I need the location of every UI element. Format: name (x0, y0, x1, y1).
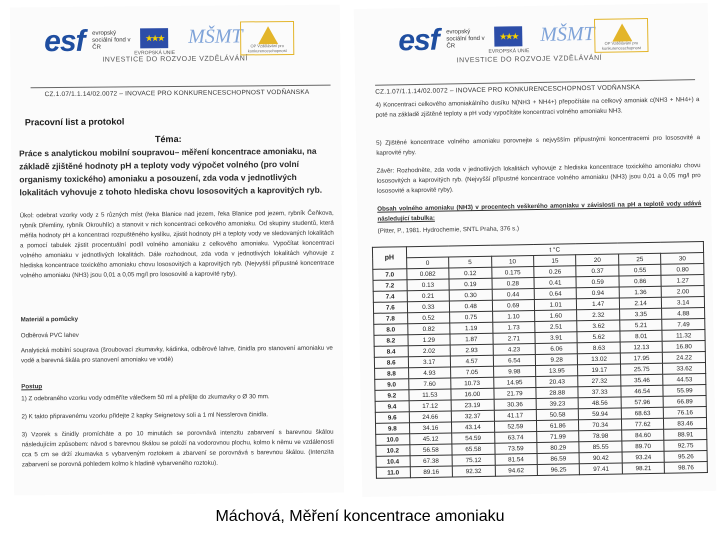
table-cell-ph: 7.8 (374, 313, 408, 325)
table-cell-value: 17.95 (620, 352, 663, 364)
esf-logo: esf (398, 23, 439, 58)
table-cell-value: 89.16 (410, 466, 453, 478)
table-cell-value: 23.19 (451, 399, 494, 411)
table-cell-value: 2.32 (577, 309, 620, 321)
table-cell-value: 66.89 (663, 396, 706, 408)
table-cell-value: 0.59 (576, 276, 619, 288)
table-cell-value: 76.16 (664, 407, 707, 419)
procedure-step-5: 5) Zjištěné koncentrace volného amoniaku porovnejte s nejvyšším přípustnými koncentracemi pro lososovité a kaprovité ryby. (376, 134, 701, 157)
table-cell-value: 7.49 (662, 319, 705, 331)
table-cell-value: 12.13 (620, 341, 663, 353)
table-cell-value: 48.56 (579, 397, 622, 409)
table-cell-value: 25.75 (620, 363, 663, 375)
table-cell-value: 65.58 (452, 443, 495, 455)
table-cell-value: 92.32 (452, 465, 495, 477)
table-cell-value: 11.53 (409, 389, 452, 401)
table-cell-value: 27.32 (578, 375, 621, 387)
table-cell-value: 97.41 (580, 463, 623, 475)
procedure-step-2: 2) K takto připravenému vzorku přidejte 2 kapky Seignetovy soli a 1 ml Nesslerova činidla. (21, 411, 269, 421)
table-cell-value: 44.53 (663, 374, 706, 386)
table-cell-value: 0.75 (450, 311, 493, 323)
table-cell-value: 67.38 (410, 455, 453, 467)
table-cell-value: 32.37 (451, 410, 494, 422)
table-cell-value: 93.24 (622, 451, 665, 463)
opvk-logo (594, 18, 649, 53)
table-cell-value: 55.99 (663, 385, 706, 397)
materials-line-1: Odběrová PVC lahev (20, 331, 79, 340)
table-cell-ph: 10.4 (376, 456, 410, 468)
table-cell-value: 34.16 (409, 422, 452, 434)
table-cell-value: 2.02 (408, 345, 451, 357)
table-title: Obsah volného amoniaku (NH3) v procentech veškerého amoniaku v závislosti na pH a teplotě vody udává následující tabulka: (377, 200, 702, 223)
table-cell-value: 13.02 (578, 353, 621, 365)
table-cell-value: 16.80 (663, 341, 706, 353)
table-cell-value: 37.33 (578, 386, 621, 398)
table-cell-value: 90.42 (580, 452, 623, 464)
table-cell-value: 19.17 (578, 364, 621, 376)
table-header-temp-0: 0 (406, 257, 449, 269)
table-cell-value: 2.71 (492, 333, 535, 345)
materials-line-2: Analytická mobilní souprava (šroubovací zkumavky, kádinka, odběrové lahve, činidla pro stanovení amoniaku ve vodě a barevná škála pro stanovení amoniaku ve vodě) (20, 344, 333, 365)
table-source: (Pitter, P., 1981. Hydrochemie, SNTL Praha, 376 s.) (377, 225, 520, 235)
procedure-step-4: 4) Koncentraci celkového amoniakálního dusíku N(NH3 + NH4+) přepočítáte na celkový amoniak c(NH3 + NH4+) a poté na základě zjištěné teploty a pH vody vypočítáte koncentraci volného amoniaku NH3. (375, 96, 700, 119)
table-cell-value: 0.082 (406, 268, 449, 280)
investment-tagline: INVESTICE DO ROZVOJE VZDĚLÁVÁNÍ (456, 54, 603, 65)
table-cell-value: 3.17 (408, 356, 451, 368)
table-cell-value: 1.60 (535, 310, 578, 322)
table-header-temp-1: 5 (449, 256, 492, 268)
table-cell-value: 94.62 (495, 464, 538, 476)
logo-bar-right (354, 3, 709, 67)
table-cell-value: 0.80 (661, 264, 704, 276)
table-cell-ph: 9.6 (375, 412, 409, 424)
table-cell-value: 83.46 (664, 418, 707, 430)
table-cell-value: 30.36 (494, 399, 537, 411)
opvk-triangle-icon (258, 26, 278, 44)
table-cell-ph: 11.0 (376, 467, 410, 479)
procedure-heading: Postup (21, 383, 43, 391)
eu-flag-subtitle: EVROPSKÁ UNIE (488, 48, 530, 55)
table-cell-value: 1.01 (534, 299, 577, 311)
table-cell-value: 77.62 (621, 418, 664, 430)
table-cell-value: 0.52 (407, 312, 450, 324)
table-body (373, 264, 708, 479)
header-divider (31, 85, 331, 89)
eu-flag-icon: ★★★ (494, 26, 522, 46)
table-cell-value: 14.95 (493, 377, 536, 389)
table-header-temperature: t °C (406, 242, 704, 258)
table-cell-value: 98.21 (622, 462, 665, 474)
project-header: CZ.1.07/1.1.14/02.0072 – INOVACE PRO KONKURENCESCHOPNOST VODŇANSKA (44, 88, 310, 99)
table-cell-value: 78.98 (579, 430, 622, 442)
table-cell-value: 86.59 (537, 453, 580, 465)
table-cell-value: 0.69 (492, 300, 535, 312)
table-cell-value: 0.64 (534, 288, 577, 300)
table-cell-ph: 8.0 (374, 324, 408, 336)
table-cell-value: 6.06 (535, 343, 578, 355)
table-cell-value: 4.88 (662, 308, 705, 320)
procedure-step-1: 1) Z odebraného vzorku vody odměříte válečkem 50 ml a přelijte do zkumavky o Ø 30 mm. (21, 393, 270, 403)
table-cell-value: 17.12 (409, 400, 452, 412)
header-divider (375, 79, 695, 86)
table-cell-value: 0.33 (407, 301, 450, 313)
table-cell-value: 68.63 (621, 407, 664, 419)
table-cell-ph: 10.2 (376, 445, 410, 457)
table-cell-value: 0.28 (492, 278, 535, 290)
table-cell-value: 81.54 (495, 453, 538, 465)
tema-label: Téma: (154, 133, 182, 145)
table-cell-ph: 9.2 (375, 390, 409, 402)
table-cell-value: 39.23 (536, 398, 579, 410)
table-cell-value: 4.93 (408, 367, 451, 379)
table-cell-value: 71.99 (537, 431, 580, 443)
table-cell-value: 96.25 (537, 464, 580, 476)
table-cell-ph: 8.4 (374, 346, 408, 358)
investment-tagline: INVESTICE DO ROZVOJE VZDĚLÁVÁNÍ (102, 55, 248, 64)
table-cell-value: 3.35 (619, 308, 662, 320)
table-cell-value: 28.88 (536, 387, 579, 399)
table-cell-value: 0.19 (449, 278, 492, 290)
table-cell-value: 0.44 (492, 289, 535, 301)
procedure-step-3: 3) Vzorek s činidly promícháte a po 10 minutách se porovnává intenzitu zabarvení s barevnou škálou následujícím způsobem: návod s barevnou škálou se položí na vodorovnou plochu, kolmo k němu ve vzdálenosti cca 5 cm se drží zkumavka s vybarveným roztokem a zbarvení se porovnává s barevnou škálou. (Intenzita zabarvení se porovná pohledem kolmo k hladině vybarveného roztoku). (21, 428, 334, 469)
table-cell-value: 24.66 (409, 411, 452, 423)
table-cell-value: 4.57 (450, 355, 493, 367)
tema-text: Práce s analytickou mobilní soupravou– měření koncentrace amoniaku, na základě zjištěné hodnoty pH a teploty vody výpočet volného (pro volní organismy toxického) amoniaku a posouzení, zda voda v jednotlivých lokalitách vyhovuje z tohoto hlediska chovu lososovitých a kaprovitých ryb. (19, 145, 323, 198)
table-cell-value: 0.12 (449, 267, 492, 279)
table-cell-value: 43.14 (452, 421, 495, 433)
table-cell-value: 59.94 (579, 408, 622, 420)
table-cell-ph: 9.8 (376, 423, 410, 435)
table-cell-ph: 7.6 (373, 302, 407, 314)
table-cell-value: 61.86 (536, 420, 579, 432)
table-cell-value: 13.95 (536, 365, 579, 377)
table-cell-value: 3.62 (577, 320, 620, 332)
table-cell-value: 5.62 (577, 331, 620, 343)
table-cell-value: 41.17 (494, 410, 537, 422)
esf-logo-subtitle: evropský sociální fond v ČR (92, 30, 131, 51)
table-cell-ph: 9.0 (375, 379, 409, 391)
table-cell-ph: 7.0 (373, 269, 407, 281)
table-header-temp-2: 10 (491, 256, 534, 268)
table-cell-value: 89.70 (622, 440, 665, 452)
table-cell-value: 5.21 (620, 319, 663, 331)
table-cell-value: 1.87 (450, 333, 493, 345)
table-cell-value: 84.60 (622, 429, 665, 441)
opvk-logo-subtitle: OP Vzdělávání pro konkurenceschopnost (247, 43, 287, 54)
table-cell-value: 0.21 (407, 290, 450, 302)
table-cell-value: 0.94 (577, 287, 620, 299)
table-cell-ph: 10.0 (376, 434, 410, 446)
table-cell-value: 80.29 (537, 442, 580, 454)
table-header-temp-4: 20 (576, 254, 619, 266)
table-cell-value: 52.59 (494, 420, 537, 432)
table-cell-value: 7.60 (408, 378, 451, 390)
table-cell-value: 0.41 (534, 277, 577, 289)
msmt-logo: MŠMT (188, 25, 243, 48)
table-cell-value: 45.12 (409, 433, 452, 445)
opvk-triangle-icon (612, 23, 632, 41)
logo-bar-left (10, 5, 340, 66)
table-cell-value: 6.54 (493, 355, 536, 367)
table-cell-value: 8.01 (620, 330, 663, 342)
eu-flag-icon: ★★★ (140, 28, 168, 48)
table-cell-value: 92.75 (664, 440, 707, 452)
table-cell-value: 35.46 (621, 374, 664, 386)
worksheet-page-right (354, 3, 716, 497)
table-cell-value: 1.19 (450, 322, 493, 334)
opvk-logo-subtitle: OP Vzdělávání pro konkurenceschopnost (601, 40, 641, 51)
table-cell-ph: 8.6 (374, 357, 408, 369)
table-cell-value: 56.58 (409, 444, 452, 456)
table-cell-value: 46.54 (621, 385, 664, 397)
table-cell-value: 1.36 (619, 286, 662, 298)
table-cell-value: 0.175 (491, 267, 534, 279)
table-cell-ph: 7.2 (373, 280, 407, 292)
worksheet-page-left (10, 5, 344, 496)
opvk-logo (240, 21, 294, 55)
table-cell-value: 88.91 (664, 429, 707, 441)
table-cell-value: 9.98 (493, 366, 536, 378)
table-cell-value: 1.27 (661, 275, 704, 287)
table-cell-value: 1.10 (492, 311, 535, 323)
table-cell-value: 75.12 (452, 454, 495, 466)
table-cell-value: 1.47 (577, 298, 620, 310)
table-cell-value: 85.55 (579, 441, 622, 453)
table-cell-value: 70.34 (579, 419, 622, 431)
table-cell-value: 9.28 (535, 354, 578, 366)
table-cell-value: 73.59 (494, 442, 537, 454)
table-cell-value: 4.23 (493, 344, 536, 356)
conclusion-paragraph: Závěr: Rozhodněte, zda voda v jednotlivých lokalitách vyhovuje z hlediska koncentrace toxického amoniaku chovu lososovitých a kaprovitých ryb. (Nejvyšší přípustné koncentrace volného amoniaku (NH3) jsou 0,01 a 0,05 mg/l pro lososovité a kaprovité ryby). (376, 162, 701, 195)
table-cell-value: 1.29 (408, 334, 451, 346)
table-cell-value: 57.96 (621, 396, 664, 408)
table-cell-value: 16.00 (451, 388, 494, 400)
table-header-temp-5: 25 (619, 253, 662, 265)
table-cell-value: 10.73 (451, 377, 494, 389)
task-paragraph: Úkol: odebrat vzorky vody z 5 různých míst (řeka Blanice nad jezem, řeka Blanice pod jezem, rybník Čeňkova, rybník Dřemliny, rybník Okrouhlíc) a stanovit v nich koncentraci celkového amoniaku. Od skupiny studentů, která měřila hodnoty pH a koncentraci rozpuštěného kyslíku, zjistit hodnoty pH a teploty vody ve sledovaných lokalitách a pomocí tabulek zjistit procentuální podíl volného amoniaku z celkového amoniaku. Vypočítat koncentraci volného amoniaku v jednotlivých lokalitách. Dále rozhodnout, zda voda v jednotlivých lokalitách vyhovuje z hlediska koncentrace toxického amoniaku chovu lososovitých a kaprovitých ryb. (Nejvyšší přípustné koncentrace volného amoniaku (NH3) jsou 0,01 a 0,05 mg/l pro lososovité a kaprovité ryby). (19, 209, 335, 280)
table-cell-value: 0.30 (449, 289, 492, 301)
table-cell-ph: 8.8 (375, 368, 409, 380)
ammonia-percentage-table (372, 241, 708, 479)
table-cell-value: 63.74 (494, 431, 537, 443)
table-cell-value: 95.26 (664, 451, 707, 463)
table-header-temp-6: 30 (661, 253, 704, 265)
table-cell-value: 33.62 (663, 363, 706, 375)
table-cell-value: 0.86 (619, 275, 662, 287)
table-cell-value: 2.00 (662, 286, 705, 298)
table-cell-value: 0.26 (534, 266, 577, 278)
table-cell-value: 0.48 (449, 300, 492, 312)
msmt-logo: MŠMT (540, 22, 595, 46)
ammonia-table-wrapper (372, 241, 708, 479)
table-header-ph: pH (372, 247, 406, 270)
table-cell-value: 11.32 (662, 330, 705, 342)
table-cell-value: 2.51 (535, 321, 578, 333)
table-cell-value: 20.43 (536, 376, 579, 388)
esf-logo: esf (44, 24, 85, 59)
table-cell-value: 0.37 (576, 265, 619, 277)
table-cell-ph: 7.4 (373, 291, 407, 303)
table-cell-value: 8.63 (578, 342, 621, 354)
table-cell-value: 24.22 (663, 352, 706, 364)
table-cell-value: 98.76 (665, 462, 708, 474)
table-cell-ph: 8.2 (374, 335, 408, 347)
table-cell-value: 2.93 (450, 344, 493, 356)
table-cell-value: 0.13 (407, 279, 450, 291)
table-cell-value: 3.91 (535, 332, 578, 344)
table-cell-value: 50.58 (536, 409, 579, 421)
eu-flag-subtitle: EVROPSKÁ UNIE (134, 50, 176, 57)
table-cell-value: 0.55 (619, 264, 662, 276)
slide-caption: Máchová, Měření koncentrace amoniaku (215, 508, 505, 525)
table-cell-value: 3.14 (662, 297, 705, 309)
table-cell-value: 7.05 (451, 366, 494, 378)
project-header: CZ.1.07/1.1.14/02.0072 – INOVACE PRO KONKURENCESCHOPNOST VODŇANSKA (375, 84, 640, 96)
table-cell-value: 54.59 (452, 432, 495, 444)
table-cell-value: 21.79 (493, 388, 536, 400)
table-header-temp-3: 15 (534, 255, 577, 267)
esf-logo-subtitle: evropský sociální fond v ČR (446, 29, 485, 50)
table-cell-ph: 9.4 (375, 401, 409, 413)
worksheet-title: Pracovní list a protokol (24, 116, 125, 128)
table-cell-value: 2.14 (619, 297, 662, 309)
table-cell-value: 1.73 (492, 322, 535, 334)
materials-heading: Materiál a pomůcky (20, 315, 79, 324)
table-cell-value: 0.82 (407, 323, 450, 335)
